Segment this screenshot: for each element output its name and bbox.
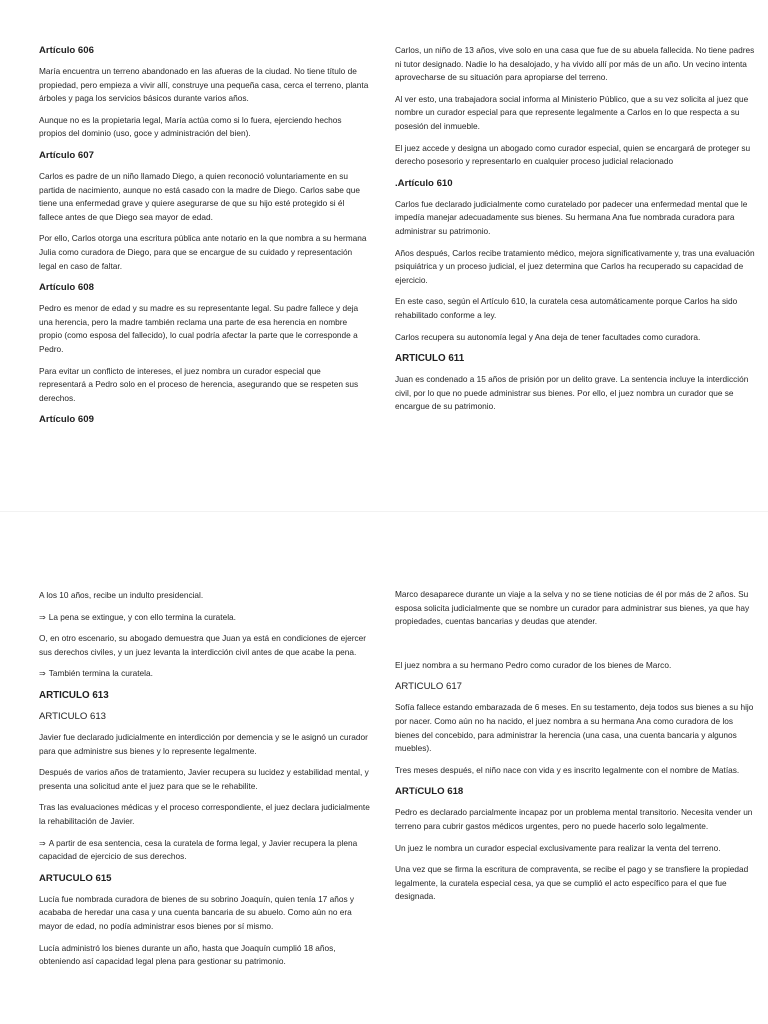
bullet-paragraph bbox=[39, 667, 370, 681]
bullet-text: A partir de esa sentencia, cesa la curatela de forma legal, y Javier recupera la plena capacidad de ejercicio de sus derechos. bbox=[39, 837, 358, 862]
article-heading: ARTICULO 617 bbox=[395, 681, 463, 693]
paragraph: Pedro es menor de edad y su madre es su representante legal. Su padre fallece y deja una herencia, pero la madre también reclama una parte de esa herencia en nombre propio (como esposa del fallecido), lo cual podría afectar la parte que le corresponde a Pedro. bbox=[39, 303, 359, 354]
paragraph: En este caso, según el Artículo 610, la curatela cesa automáticamente porque Carlos ha sido rehabilitado conforme a ley. bbox=[395, 296, 738, 320]
article-heading: Artículo 609 bbox=[39, 414, 94, 426]
bullet-text: La pena se extingue, y con ello termina la curatela. bbox=[48, 611, 236, 622]
paragraph: Tres meses después, el niño nace con vida y es inscrito legalmente con el nombre de Matías. bbox=[395, 764, 740, 775]
paragraph: Lucía administró los bienes durante un año, hasta que Joaquín cumplió 18 años, obteniendo así capacidad legal plena para gestionar su patrimonio. bbox=[39, 942, 336, 967]
article-heading: Artículo 606 bbox=[39, 45, 94, 56]
article-heading: ARTICULO 613 bbox=[39, 710, 107, 722]
paragraph: El juez accede y designa un abogado como curador especial, quien se encargará de proteger su derecho posesorio y representarlo en cualquier proceso judicial relacionado bbox=[395, 142, 751, 167]
paragraph: Una vez que se firma la escritura de compraventa, se recibe el pago y se transfiere la propiedad legalmente, la curatela especial cesa, ya que se cumplió el acto específico para el que fue designada. bbox=[395, 864, 749, 902]
paragraph: Un juez le nombra un curador especial exclusivamente para realizar la venta del terreno. bbox=[395, 842, 721, 853]
paragraph: Javier fue declarado judicialmente en interdicción por demencia y se le asignó un curador para que administre sus bienes y lo represente legalmente. bbox=[39, 731, 368, 756]
article-heading: .Artículo 610 bbox=[395, 177, 453, 189]
article-heading: ARTUCULO 615 bbox=[39, 872, 112, 884]
paragraph: Aunque no es la propietaria legal, María actúa como si lo fuera, ejerciendo hechos propios del dominio (uso, goce y administración del bien). bbox=[39, 114, 342, 139]
paragraph: Tras las evaluaciones médicas y el proceso correspondiente, el juez declara judicialmente la rehabilitación de Javier. bbox=[39, 802, 370, 826]
spacer bbox=[395, 637, 756, 659]
article-heading: ARTICULO 611 bbox=[395, 353, 465, 365]
page-bottom-left bbox=[0, 512, 384, 1024]
page-bottom-right bbox=[384, 512, 768, 1024]
article-heading: ARTICULO 613 bbox=[39, 689, 109, 701]
paragraph: Carlos es padre de un niño llamado Diego, a quien reconoció voluntariamente en su partida de nacimiento, aunque no está casado con la madre de Diego. Carlos sabe que tiene una enfermedad grave y quiere asegurarse de que su hijo esté protegido si él fallece antes de que Diego sea mayor de edad. bbox=[39, 170, 361, 222]
paragraph: A los 10 años, recibe un indulto presidencial. bbox=[39, 590, 204, 600]
paragraph: María encuentra un terreno abandonado en las afueras de la ciudad. No tiene título de propiedad, pero empieza a vivir allí, construye una pequeña casa, cerca el terreno, planta árboles y paga los servicios básicos durante varios años. bbox=[39, 66, 369, 104]
paragraph: El juez nombra a su hermano Pedro como curador de los bienes de Marco. bbox=[395, 659, 672, 670]
page-top-left bbox=[0, 0, 384, 512]
article-heading: ARTíCULO 618 bbox=[395, 786, 464, 798]
paragraph: Lucía fue nombrada curadora de bienes de su sobrino Joaquín, quien tenía 17 años y acababa de heredar una casa y una cuenta bancaria de su abuelo. Como aún no era mayor de edad, no podía administrar esos bienes por sí mismo. bbox=[39, 893, 355, 931]
paragraph: Marco desaparece durante un viaje a la selva y no se tiene noticias de él por más de 2 años. Su esposa solicita judicialmente que se nombre un curador para administrar sus bienes, ya que hay propiedades, cuentas bancarias y deudas que atender. bbox=[395, 589, 750, 627]
bullet-text: También termina la curatela. bbox=[48, 668, 153, 679]
arrow-icon: ⇒ bbox=[39, 612, 46, 622]
arrow-icon: ⇒ bbox=[39, 838, 46, 848]
article-heading: Artículo 608 bbox=[39, 282, 94, 294]
paragraph: Al ver esto, una trabajadora social informa al Ministerio Público, que a su vez solicita al juez que nombre un curador especial para que represente legalmente a Carlos en lo que respecta a su posesión del inmueble. bbox=[395, 93, 749, 131]
bullet-paragraph bbox=[39, 611, 370, 625]
arrow-icon: ⇒ bbox=[39, 669, 46, 679]
paragraph: Carlos recupera su autonomía legal y Ana deja de tener facultades como curadora. bbox=[395, 331, 701, 342]
page-top-right bbox=[384, 0, 768, 512]
article-heading: Artículo 607 bbox=[39, 149, 94, 161]
paragraph: Después de varios años de tratamiento, Javier recupera su lucidez y estabilidad mental, y presenta una solicitud ante el juez para que se le rehabilite. bbox=[39, 767, 369, 791]
paragraph: Carlos fue declarado judicialmente como curatelado por padecer una enfermedad mental que le impedía manejar adecuadamente sus bienes. Su hermana Ana fue nombrada curadora para administrar su patrimonio. bbox=[395, 198, 748, 236]
paragraph: Para evitar un conflicto de intereses, el juez nombra un curador especial que representará a Pedro solo en el proceso de herencia, asegurando que se respeten sus derechos. bbox=[39, 365, 359, 403]
paragraph: O, en otro escenario, su abogado demuestra que Juan ya está en condiciones de ejercer sus derechos civiles, y un juez levanta la interdicción civil antes de que acabe la pena. bbox=[39, 633, 367, 657]
paragraph: Juan es condenado a 15 años de prisión por un delito grave. La sentencia incluye la interdicción civil, por lo que no puede administrar sus bienes. Por ello, el juez nombra un curador que se encargue de su patrimonio. bbox=[395, 374, 749, 412]
paragraph: Pedro es declarado parcialmente incapaz por un problema mental transitorio. Necesita vender un terreno para cubrir gastos médicos urgentes, pero no puede hacerlo solo legalmente. bbox=[395, 807, 753, 831]
paragraph: Carlos, un niño de 13 años, vive solo en una casa que fue de su abuela fallecida. No tiene padres ni tutor designado. Nadie lo ha desalojado, y ha vivido allí por más de un año. Un vecino intenta aprovecharse de su situación para apropiarse del terreno. bbox=[395, 45, 755, 83]
paragraph: Años después, Carlos recibe tratamiento médico, mejora significativamente y, tras una evaluación psiquiátrica y un proceso judicial, el juez determina que Carlos ha recuperado su capacidad de ejercicio. bbox=[395, 247, 755, 285]
bullet-paragraph bbox=[39, 837, 370, 864]
paragraph: Por ello, Carlos otorga una escritura pública ante notario en la que nombra a su hermana Julia como curadora de Diego, para que se encargue de su cuidado y representación legal en caso de faltar. bbox=[39, 233, 367, 271]
paragraph: Sofía fallece estando embarazada de 6 meses. En su testamento, deja todos sus bienes a su hijo por nacer. Como aún no ha nacido, el juez nombra a su hermana Ana como curadora de los bienes del concebido, para administrar la herencia (una casa, una cuenta bancaria y algunos muebles). bbox=[395, 702, 754, 754]
